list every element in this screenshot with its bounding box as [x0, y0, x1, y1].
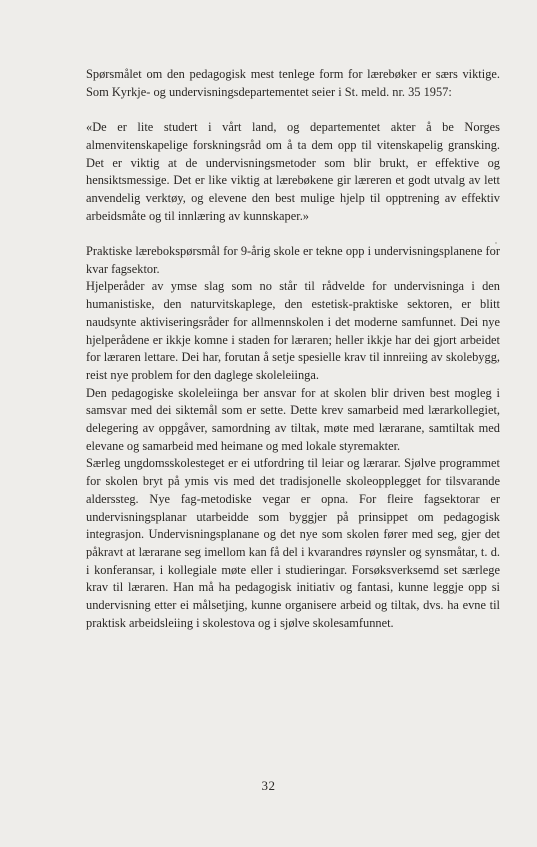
quotation-paragraph: «De er lite studert i vårt land, og departementet akter å be Norges almenvitenskapelige forskningsråd om å ta dem opp til vitenskapelig gransking. Det er viktig at de undervisningsmetoder som blir brukt, er effektive og hensiktsmessige. Det er like viktig at lærebøkene gir læreren et godt utvalg av lett anvendelig verktøy, og elevene den best mulige hjelp til opptrening av effektiv arbeidsmåte og til innlæring av kunnskaper.»	[86, 120, 500, 223]
paper-speck	[495, 242, 497, 244]
intro-paragraph: Spørsmålet om den pedagogisk mest tenlege form for lærebøker er særs viktige. Som Kyrkje- og undervisningsdepartementet seier i St. meld. nr. 35 1957:	[86, 67, 500, 99]
document-body	[86, 66, 500, 632]
body-paragraph: Hjelperåder av ymse slag som no står til rådvelde for undervisninga i den humanistiske, den naturvitskaplege, den estetisk-praktiske sektoren, er blitt naudsynte aktiviseringsråder for allmennskolen i det moderne samfunnet. Dei nye hjelperådene er ikkje komne i staden for læraren; heller ikkje har dei gjort arbeidet for læraren lettare. Dei har, forutan å setje spesielle krav til innreiing av skolebygg, reist nye problem for den daglege skoleleiinga.	[86, 279, 500, 382]
page-number: 32	[261, 778, 276, 793]
body-paragraph: Den pedagogiske skoleleiinga ber ansvar for at skolen blir driven best mogleg i samsvar med dei siktemål som er sette. Dette krev samarbeid med lærarkollegiet, delegering av oppgåver, samordning av tiltak, møte med lærarane, samtiltak med elevane og samarbeid med heimane og med lokale styremakter.	[86, 385, 500, 453]
body-paragraph: Praktiske lærebokspørsmål for 9-årig skole er tekne opp i undervisningsplanene for kvar fagsektor.	[86, 244, 500, 276]
body-paragraph: Særleg ungdomsskolesteget er ei utfordring til leiar og lærarar. Sjølve programmet for skolen bryt på ymis vis med det tradisjonelle skoleopplegget for tilsvarande alderssteg. Nye fag-metodiske vegar er opna. For fleire fagsektorar er undervisningsplanar utarbeidde som byggjer på prinsippet om pedagogisk integrasjon. Undervisningsplanane og det nye som skolen fører med seg, gjer det påkravt at lærarane seg imellom kan få del i kvarandres røynsler og synsmåtar, t. d. i konferansar, i kollegiale møte eller i studieringar. Forsøksverksemd set særlege krav til læraren. Han må ha pedagogisk initiativ og fantasi, kunne leggje opp si undervisning etter ei målsetjing, kunne organisere arbeid og tiltak, dvs. ha evne til praktisk arbeidsleiing i skolestova og i sjølve skolesamfunnet.	[86, 456, 500, 630]
